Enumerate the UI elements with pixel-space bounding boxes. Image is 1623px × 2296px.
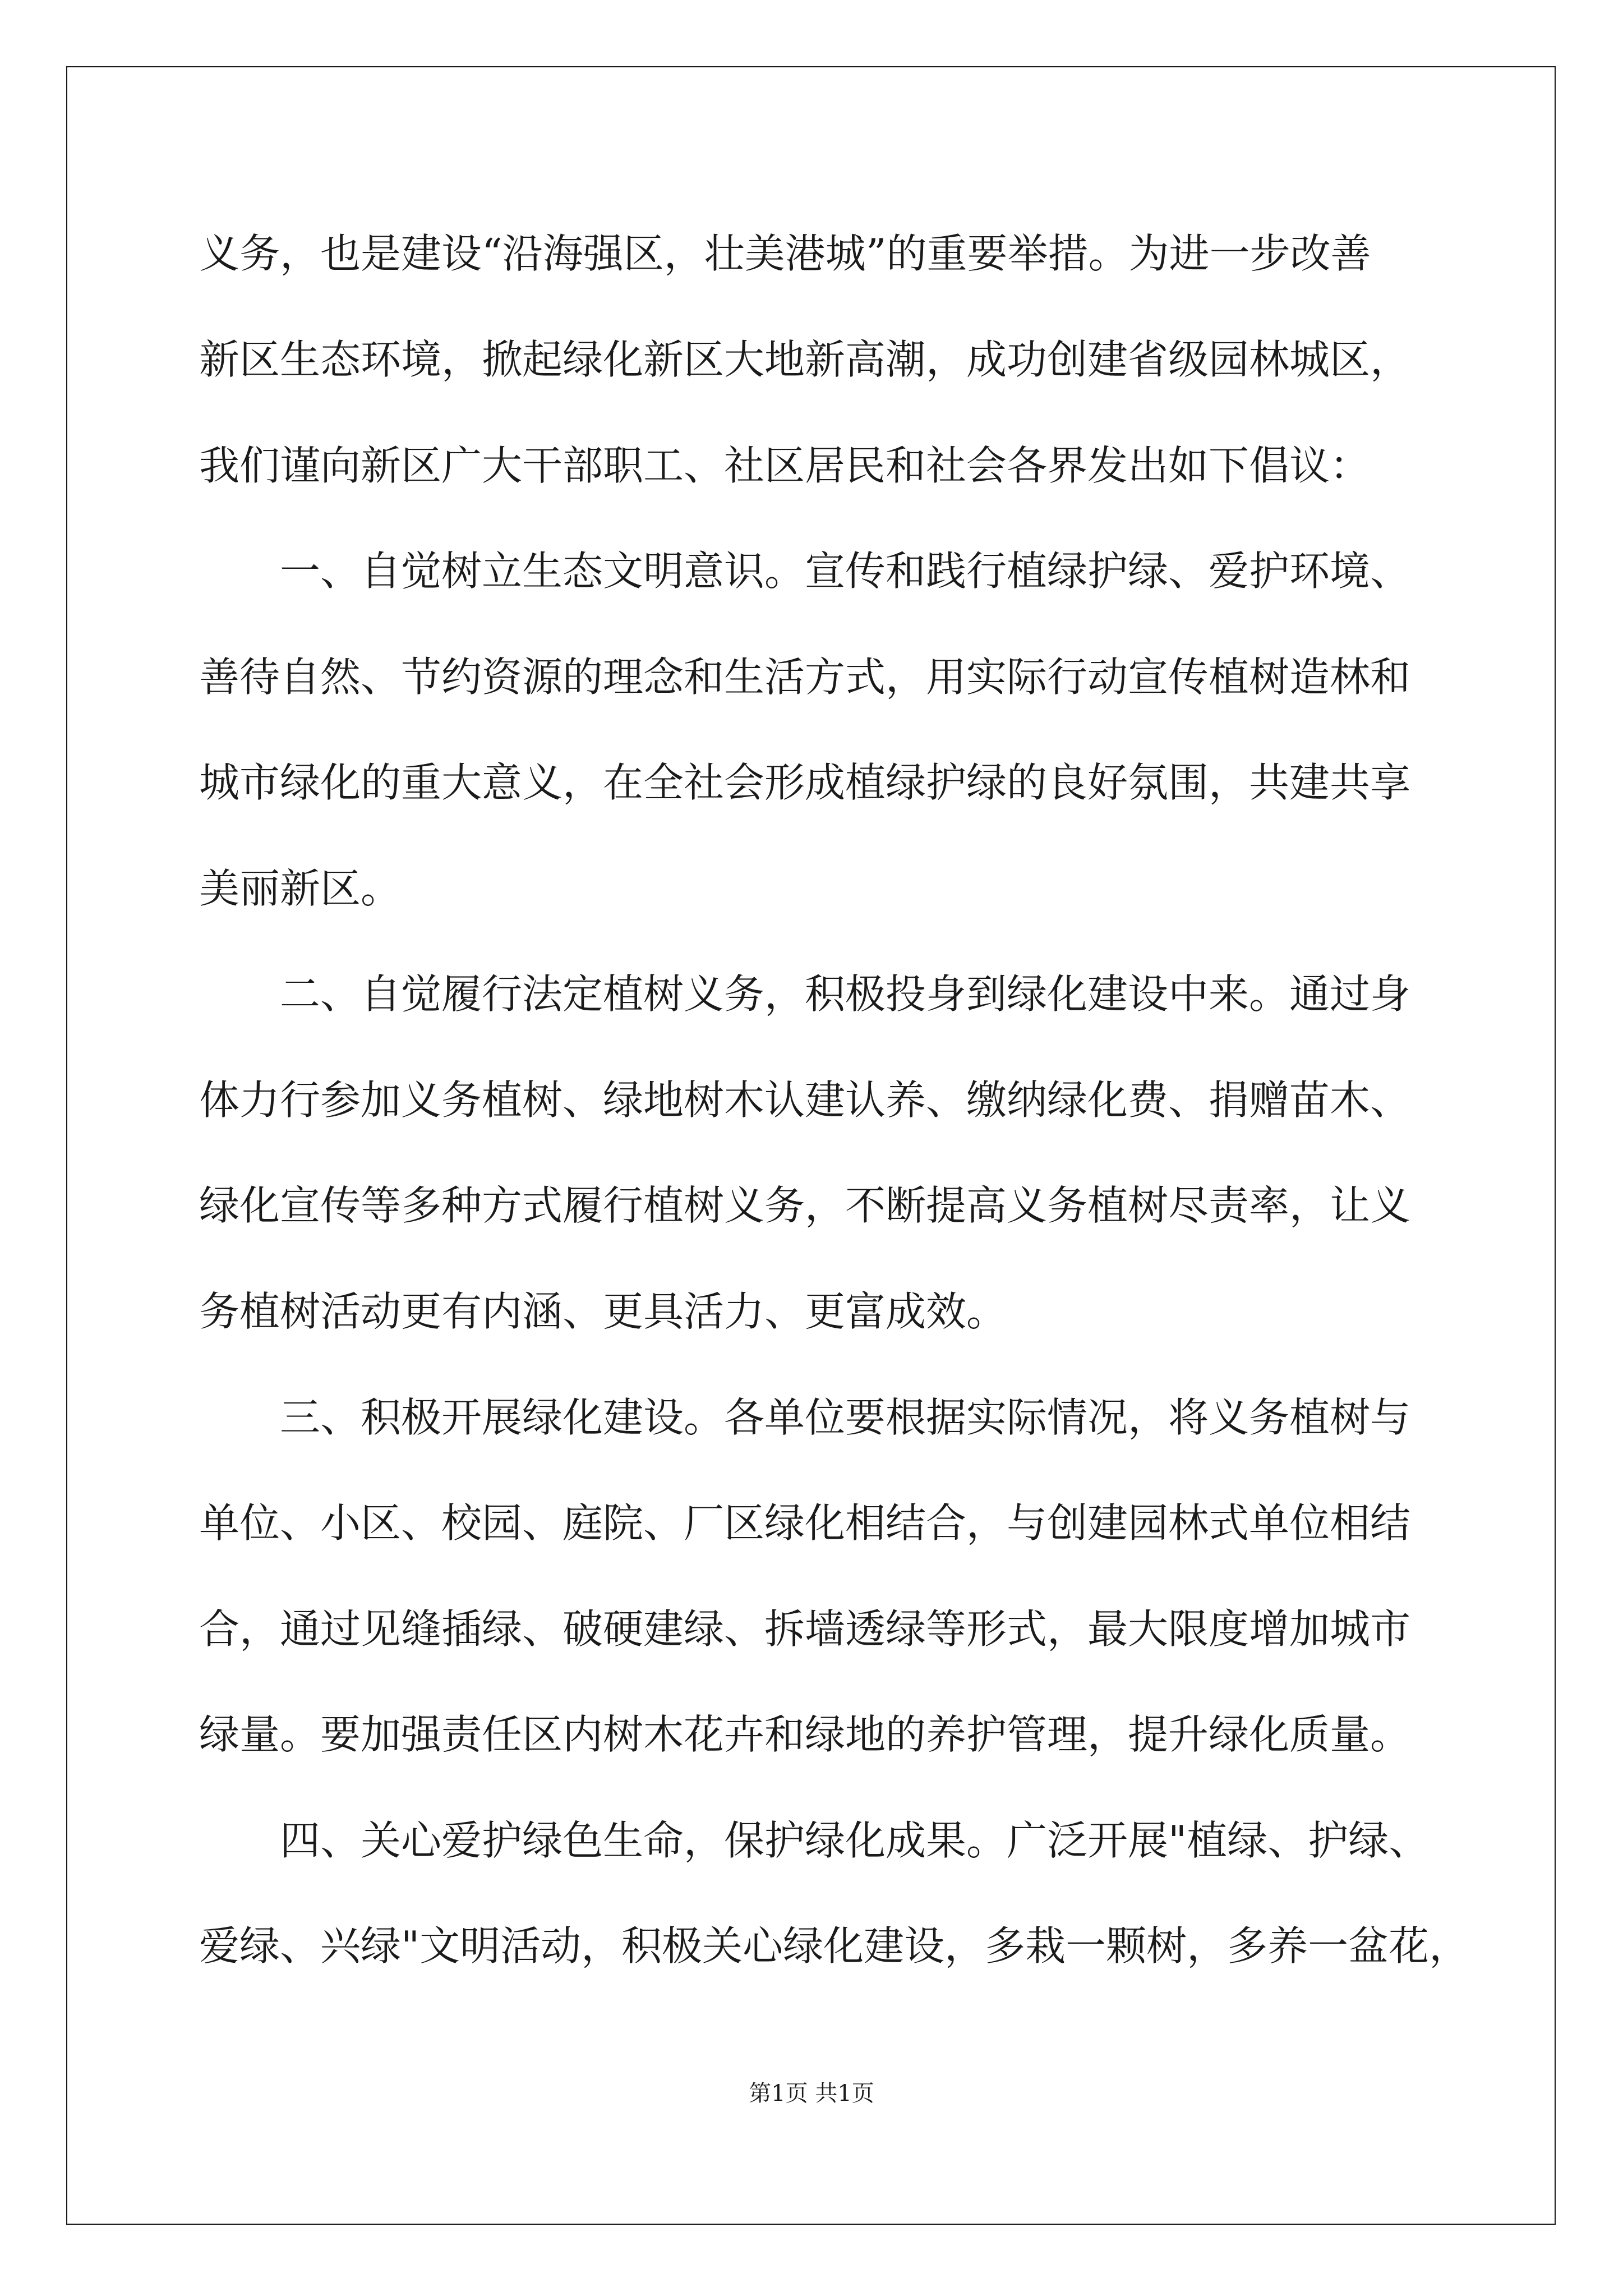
text-line: 新区生态环境，掀起绿化新区大地新高潮，成功创建省级园林城区， bbox=[199, 336, 1411, 383]
text-line: 绿量。要加强责任区内树木花卉和绿地的养护管理，提升绿化质量。 bbox=[199, 1711, 1411, 1758]
text-line: 一、自觉树立生态文明意识。宣传和践行植绿护绿、爱护环境、 bbox=[280, 547, 1411, 595]
text-line: 义务，也是建设“沿海强区，壮美港城”的重要举措。为进一步改善 bbox=[199, 230, 1371, 277]
text-line: 善待自然、节约资源的理念和生活方式，用实际行动宣传植树造林和 bbox=[199, 654, 1411, 701]
text-line: 城市绿化的重大意义，在全社会形成植绿护绿的良好氛围，共建共享 bbox=[199, 759, 1411, 806]
text-line: 绿化宣传等多种方式履行植树义务，不断提高义务植树尽责率，让义 bbox=[199, 1182, 1411, 1229]
text-line: 我们谨向新区广大干部职工、社区居民和社会各界发出如下倡议： bbox=[199, 442, 1371, 489]
text-line: 爱绿、兴绿"文明活动，积极关心绿化建设，多栽一颗树，多养一盆花， bbox=[199, 1922, 1470, 1970]
text-line: 单位、小区、校园、庭院、厂区绿化相结合，与创建园林式单位相结 bbox=[199, 1499, 1411, 1547]
page-number-footer: 第1页 共1页 bbox=[749, 2081, 874, 2106]
text-line: 四、关心爱护绿色生命，保护绿化成果。广泛开展"植绿、护绿、 bbox=[280, 1817, 1430, 1864]
text-line: 二、自觉履行法定植树义务，积极投身到绿化建设中来。通过身 bbox=[280, 970, 1411, 1018]
text-line: 三、积极开展绿化建设。各单位要根据实际情况，将义务植树与 bbox=[280, 1394, 1411, 1441]
text-line: 美丽新区。 bbox=[199, 865, 402, 912]
text-line: 体力行参加义务植树、绿地树木认建认养、缴纳绿化费、捐赠苗木、 bbox=[199, 1076, 1411, 1124]
text-line: 务植树活动更有内涵、更具活力、更富成效。 bbox=[199, 1288, 1007, 1335]
text-line: 合，通过见缝插绿、破硬建绿、拆墙透绿等形式，最大限度增加城市 bbox=[199, 1605, 1411, 1653]
